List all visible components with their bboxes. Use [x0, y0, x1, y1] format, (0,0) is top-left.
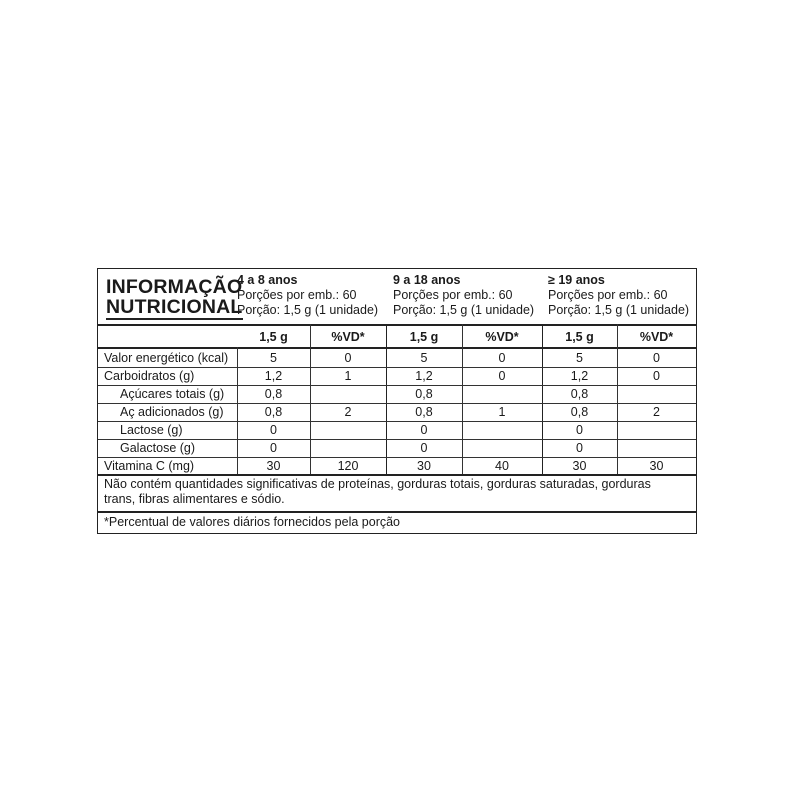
servings-per-package: Porções por emb.: 60	[393, 288, 513, 302]
vd-value	[462, 439, 542, 457]
vd-value: 2	[653, 405, 660, 419]
vd-value	[310, 421, 386, 439]
column-divider	[462, 324, 463, 474]
portion-size: Porção: 1,5 g (1 unidade)	[237, 303, 379, 317]
age-group-4-8	[237, 273, 378, 318]
amount-value: 0	[576, 441, 583, 455]
amount-value: 0	[420, 441, 428, 455]
nutrition-facts-table	[97, 268, 697, 534]
amount-value: 0	[420, 423, 428, 437]
vd-value	[617, 421, 696, 439]
vd-value	[617, 385, 696, 403]
amount-header: 1,5 g	[409, 330, 439, 344]
name-column-divider	[237, 347, 238, 474]
vd-value	[310, 385, 386, 403]
nutrient-name: Galactose (g)	[120, 441, 196, 455]
vd-header: %VD*	[485, 330, 519, 344]
amount-value: 5	[270, 351, 277, 365]
amount-value: 0,8	[570, 405, 589, 419]
nutrient-name: Lactose (g)	[120, 423, 183, 437]
nutrient-name: Vitamina C (mg)	[104, 459, 195, 473]
column-divider	[310, 324, 311, 474]
vd-value: 1	[344, 369, 352, 383]
nutrient-name: Aç adicionados (g)	[120, 405, 224, 419]
vd-value: 0	[344, 351, 352, 365]
footer-divider	[98, 474, 696, 476]
age-group-label: 4 a 8 anos	[237, 273, 298, 287]
servings-per-package: Porções por emb.: 60	[237, 288, 357, 302]
age-group-label: 9 a 18 anos	[393, 273, 461, 287]
header-divider	[98, 324, 696, 326]
servings-per-package: Porções por emb.: 60	[548, 288, 668, 302]
vd-value: 120	[337, 459, 359, 473]
vd-value: 2	[344, 405, 352, 419]
vd-value	[310, 439, 386, 457]
amount-value: 0,8	[264, 387, 283, 401]
amount-value: 0	[576, 423, 583, 437]
amount-value: 5	[576, 351, 583, 365]
nutrient-name: Açúcares totais (g)	[120, 387, 225, 401]
vd-value: 0	[498, 351, 506, 365]
amount-value: 30	[266, 459, 281, 473]
amount-value: 30	[572, 459, 587, 473]
column-divider	[617, 324, 618, 474]
amount-value: 0,8	[264, 405, 283, 419]
vd-header: %VD*	[331, 330, 365, 344]
table-title	[106, 277, 243, 320]
vd-value: 0	[498, 369, 506, 383]
portion-size: Porção: 1,5 g (1 unidade)	[548, 303, 690, 317]
amount-value: 0,8	[415, 387, 433, 401]
vd-value: 30	[649, 459, 664, 473]
portion-size: Porção: 1,5 g (1 unidade)	[393, 303, 535, 317]
amount-value: 1,2	[570, 369, 589, 383]
vd-value: 0	[653, 369, 660, 383]
nutrient-name: Valor energético (kcal)	[104, 351, 229, 365]
age-group-label: ≥ 19 anos	[548, 273, 605, 287]
vd-value: 0	[653, 351, 660, 365]
vd-value: 1	[498, 405, 506, 419]
age-group-19-plus	[548, 273, 689, 318]
amount-header: 1,5 g	[259, 330, 288, 344]
vd-header: %VD*	[639, 330, 674, 344]
vd-value	[462, 421, 542, 439]
nutrient-name: Carboidratos (g)	[104, 369, 195, 383]
amount-value: 30	[417, 459, 431, 473]
vd-value: 40	[495, 459, 509, 473]
amount-value: 0,8	[570, 387, 589, 401]
vd-value	[462, 385, 542, 403]
amount-value: 0,8	[415, 405, 433, 419]
absence-statement: Não contém quantidades significativas de proteínas, gorduras totais, gorduras saturadas, gorduras trans, fibras alimentares e sódio.	[104, 477, 651, 506]
amount-value: 0	[270, 441, 277, 455]
vd-value	[617, 439, 696, 457]
amount-value: 1,2	[415, 369, 433, 383]
amount-value: 1,2	[264, 369, 283, 383]
amount-value: 5	[420, 351, 428, 365]
amount-header: 1,5 g	[565, 330, 594, 344]
daily-value-footnote: *Percentual de valores diários fornecidos pela porção	[104, 515, 401, 529]
footnote-divider	[98, 511, 696, 513]
age-group-9-18	[393, 273, 534, 318]
title-line-1: INFORMAÇÃO	[106, 276, 243, 298]
amount-value: 0	[270, 423, 277, 437]
title-line-2: NUTRICIONAL	[106, 296, 243, 318]
